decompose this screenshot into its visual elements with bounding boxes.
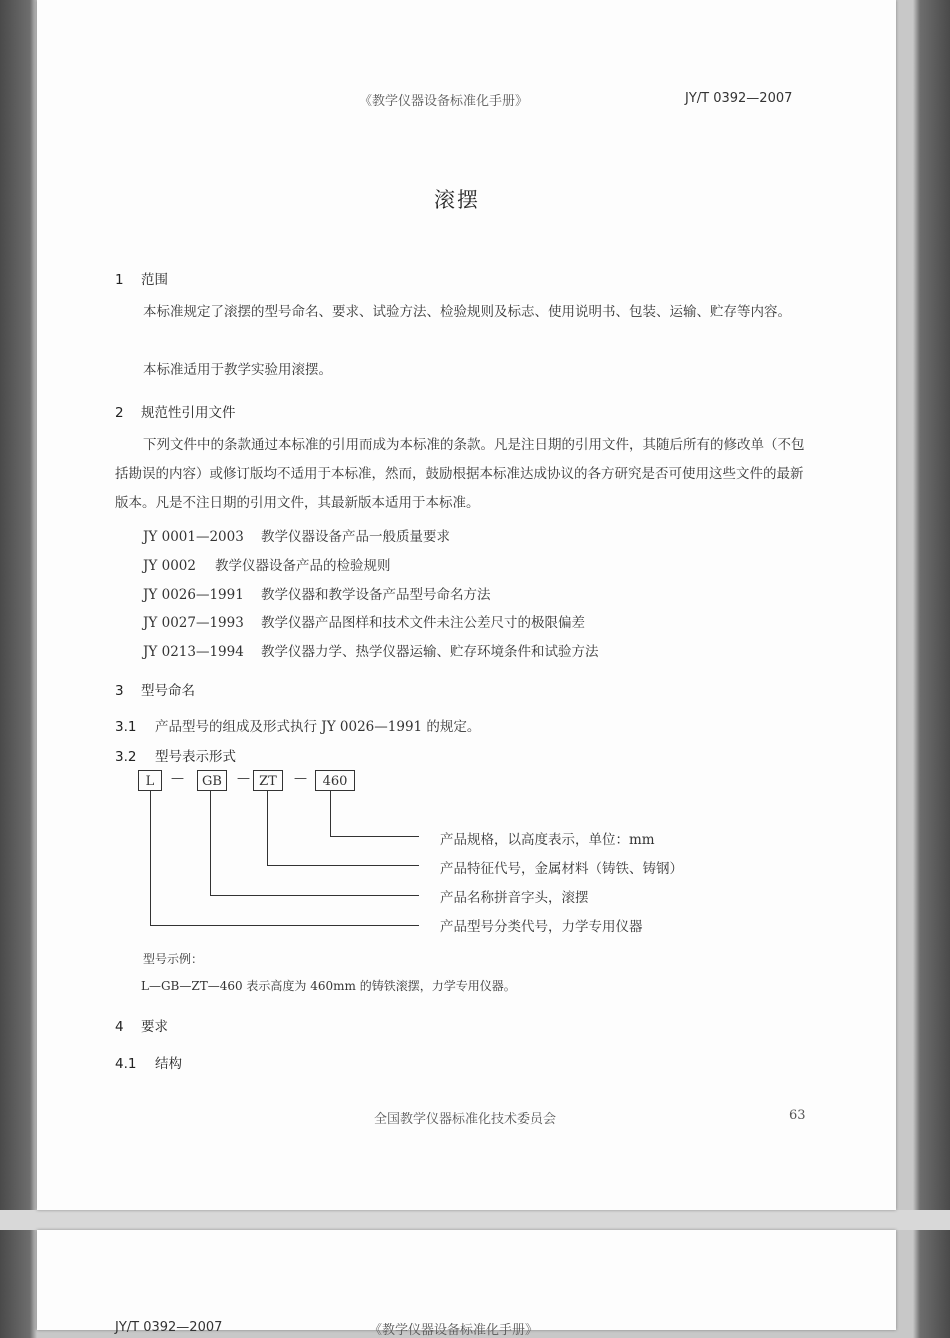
section-3-heading <box>115 679 195 699</box>
section-title: 结构 <box>155 1056 182 1072</box>
section-1-heading <box>115 268 168 288</box>
model-example-label: 型号示例： <box>143 952 204 966</box>
normative-intro-paragraph: 下列文件中的条款通过本标准的引用而成为本标准的条款。凡是注日期的引用文件，其随后所有的修改单（不包括勘误的内容）或修订版均不适用于本标准，然而，鼓励根据本标准达成协议的各方研究是否可使用这些文件的最新版本。凡是不注日期的引用文件，其最新版本适用于本标准。 <box>115 437 805 511</box>
model-separator: — <box>294 771 307 786</box>
section-title: 规范性引用文件 <box>141 405 236 421</box>
footer-committee: 全国教学仪器标准化技术委员会 <box>374 1112 557 1127</box>
connector-line <box>210 895 419 896</box>
reference-title: 教学仪器和教学设备产品型号命名方法 <box>261 587 491 603</box>
next-document-page <box>37 1230 896 1338</box>
reference-item <box>143 640 599 660</box>
section-number: 3 <box>115 683 124 699</box>
connector-line <box>150 925 419 926</box>
section-number: 3.1 <box>115 719 137 735</box>
connector-line <box>267 865 419 866</box>
reference-code: JY 0001—2003 <box>143 529 244 545</box>
page-title: 滚摆 <box>434 188 480 212</box>
reference-item <box>143 611 585 631</box>
section-number: 2 <box>115 405 124 421</box>
section-title: 范围 <box>141 272 168 288</box>
header-manual-title: 《教学仪器设备标准化手册》 <box>359 94 529 109</box>
section-number: 3.2 <box>115 749 137 765</box>
reference-item <box>143 525 450 545</box>
connector-line <box>330 791 331 836</box>
reference-code: JY 0027—1993 <box>143 615 244 631</box>
diagram-label-name: 产品名称拼音字头，滚摆 <box>440 890 589 906</box>
section-number: 4.1 <box>115 1056 137 1072</box>
diagram-label-feature: 产品特征代号，金属材料（铸铁、铸钢） <box>440 861 683 877</box>
reference-code: JY 0213—1994 <box>143 644 244 660</box>
reference-title: 教学仪器力学、热学仪器运输、贮存环境条件和试验方法 <box>261 644 599 660</box>
section-title: 要求 <box>141 1019 168 1035</box>
model-example-text: L—GB—ZT—460 表示高度为 460mm 的铸铁滚摆，力学专用仪器。 <box>141 979 516 993</box>
diagram-label-spec: 产品规格，以高度表示，单位：mm <box>440 832 655 848</box>
section-2-heading <box>115 401 236 421</box>
reference-code: JY 0026—1991 <box>143 587 244 603</box>
model-box-feature: ZT <box>253 770 283 791</box>
model-box-spec: 460 <box>315 770 355 791</box>
connector-line <box>267 791 268 865</box>
section-title: 型号命名 <box>141 683 195 699</box>
reference-item <box>143 554 391 574</box>
section-4-heading <box>115 1015 168 1035</box>
page-number: 63 <box>789 1108 806 1123</box>
section-4-1-heading <box>115 1052 182 1072</box>
reference-item <box>143 583 491 603</box>
section-3-2-heading <box>115 745 236 765</box>
section-number: 1 <box>115 272 124 288</box>
scope-paragraph-2: 本标准适用于教学实验用滚摆。 <box>143 362 332 378</box>
scope-paragraph-1: 本标准规定了滚摆的型号命名、要求、试验方法、检验规则及标志、使用说明书、包装、运输、贮存等内容。 <box>143 304 791 320</box>
model-box-class: L <box>138 770 162 791</box>
document-page <box>37 0 896 1210</box>
diagram-label-class: 产品型号分类代号，力学专用仪器 <box>440 919 643 935</box>
section-number: 4 <box>115 1019 124 1035</box>
reference-title: 教学仪器设备产品的检验规则 <box>215 558 391 574</box>
reference-title: 教学仪器产品图样和技术文件未注公差尺寸的极限偏差 <box>261 615 585 631</box>
model-separator: — <box>237 771 250 786</box>
connector-line <box>210 791 211 895</box>
header-standard-code: JY/T 0392—2007 <box>685 91 793 106</box>
next-header-standard-code: JY/T 0392—2007 <box>115 1320 223 1335</box>
reference-title: 教学仪器设备产品一般质量要求 <box>261 529 450 545</box>
page-gap <box>0 1210 950 1230</box>
section-title: 型号表示形式 <box>155 749 236 765</box>
model-box-name: GB <box>197 770 227 791</box>
connector-line <box>150 791 151 925</box>
model-separator: — <box>171 771 184 786</box>
reference-code: JY 0002 <box>143 558 196 574</box>
connector-line <box>330 836 419 837</box>
section-3-1 <box>115 715 480 735</box>
next-header-manual-title: 《教学仪器设备标准化手册》 <box>369 1323 539 1338</box>
section-text: 产品型号的组成及形式执行 JY 0026—1991 的规定。 <box>155 719 481 735</box>
